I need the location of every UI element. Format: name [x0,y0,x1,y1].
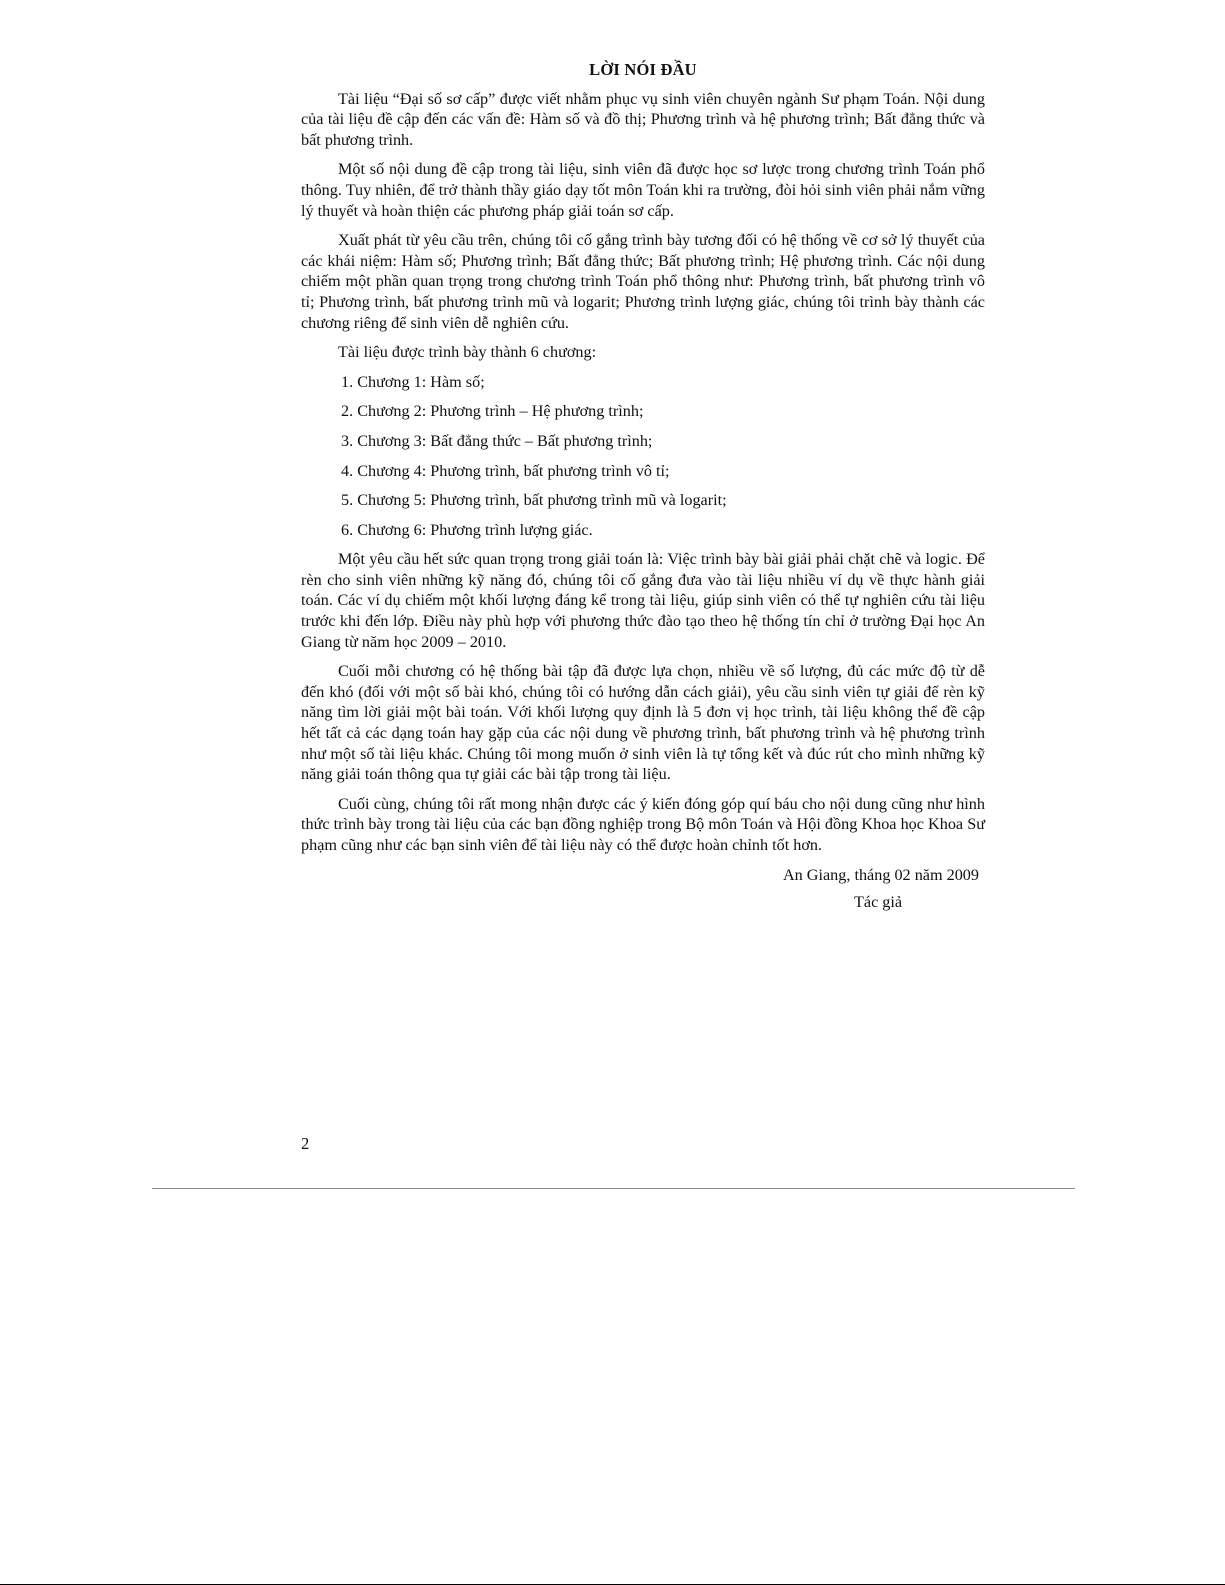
paragraph-2: Một số nội dung đề cập trong tài liệu, sinh viên đã được học sơ lược trong chương trình Toán phổ thông. Tuy nhiên, để trở thành thầy giáo dạy tốt môn Toán khi ra trường, đòi hỏi sinh viên phải nắm vững lý thuyết và hoàn thiện các phương pháp giải toán sơ cấp. [301,160,985,220]
chapter-item-5: 5. Chương 5: Phương trình, bất phương trình mũ và logarit; [341,491,727,510]
chapter-item-6: 6. Chương 6: Phương trình lượng giác. [341,520,593,539]
signature-author: Tác giả [854,892,903,911]
page-divider [152,1188,1075,1189]
chapter-item-4: 4. Chương 4: Phương trình, bất phương trình vô tỉ; [341,461,670,480]
chapter-list-intro: Tài liệu được trình bày thành 6 chương: [338,343,597,362]
chapter-item-3: 3. Chương 3: Bất đẳng thức – Bất phương trình; [341,431,653,450]
paragraph-1: Tài liệu “Đại số sơ cấp” được viết nhằm phục vụ sinh viên chuyên ngành Sư phạm Toán. Nội dung của tài liệu đề cập đến các vấn đề: Hàm số và đồ thị; Phương trình và hệ phương trình; Bất đẳng thức và bất phương trình. [301,89,985,149]
page-title: LỜI NÓI ĐẦU [589,60,697,79]
paragraph-5: Cuối mỗi chương có hệ thống bài tập đã được lựa chọn, nhiều về số lượng, đủ các mức độ từ dễ đến khó (đối với một số bài khó, chúng tôi có hướng dẫn cách giải), yêu cầu sinh viên tự giải để rèn kỹ năng tìm lời giải một bài toán. Với khối lượng quy định là 5 đơn vị học trình, tài liệu không thể đề cập hết tất cả các dạng toán hay gặp của các nội dung về phương trình, bất phương trình và hệ phương trình như một số tài liệu khác. Chúng tôi mong muốn ở sinh viên là tự tổng kết và đúc rút cho mình những kỹ năng giải toán thông qua tự giải các bài tập trong tài liệu. [301,662,985,784]
document-body [301,60,985,925]
signature-date: An Giang, tháng 02 năm 2009 [782,865,979,884]
chapter-item-2: 2. Chương 2: Phương trình – Hệ phương trình; [341,402,644,421]
chapter-list [301,372,985,541]
paragraph-6: Cuối cùng, chúng tôi rất mong nhận được các ý kiến đóng góp quí báu cho nội dung cũng như hình thức trình bày trong tài liệu của các bạn đồng nghiệp trong Bộ môn Toán và Hội đồng Khoa học Khoa Sư phạm cũng như các bạn sinh viên để tài liệu này có thể được hoàn chỉnh tốt hơn. [301,794,985,854]
chapter-item-1: 1. Chương 1: Hàm số; [341,372,485,391]
paragraph-3: Xuất phát từ yêu cầu trên, chúng tôi cố gắng trình bày tương đối có hệ thống về cơ sở lý thuyết của các khái niệm: Hàm số; Phương trình; Bất đẳng thức; Bất phương trình; Hệ phương trình. Các nội dung chiếm một phần quan trọng trong chương trình Toán phổ thông như: Phương trình, bất phương trình vô tỉ; Phương trình, bất phương trình mũ và logarit; Phương trình lượng giác, chúng tôi trình bày thành các chương riêng để sinh viên dễ nghiên cứu. [301,231,985,332]
page-number: 2 [301,1134,310,1153]
signature-block [301,865,985,925]
paragraph-4: Một yêu cầu hết sức quan trọng trong giải toán là: Việc trình bày bài giải phải chặt chẽ và logic. Để rèn cho sinh viên những kỹ năng đó, chúng tôi cố gắng đưa vào tài liệu nhiều ví dụ về thực hành giải toán. Các ví dụ chiếm một khối lượng đáng kể trong tài liệu, giúp sinh viên có thể tự nghiên cứu tài liệu trước khi đến lớp. Điều này phù hợp với phương thức đào tạo theo hệ thống tín chỉ ở trường Đại học An Giang từ năm học 2009 – 2010. [301,550,985,651]
